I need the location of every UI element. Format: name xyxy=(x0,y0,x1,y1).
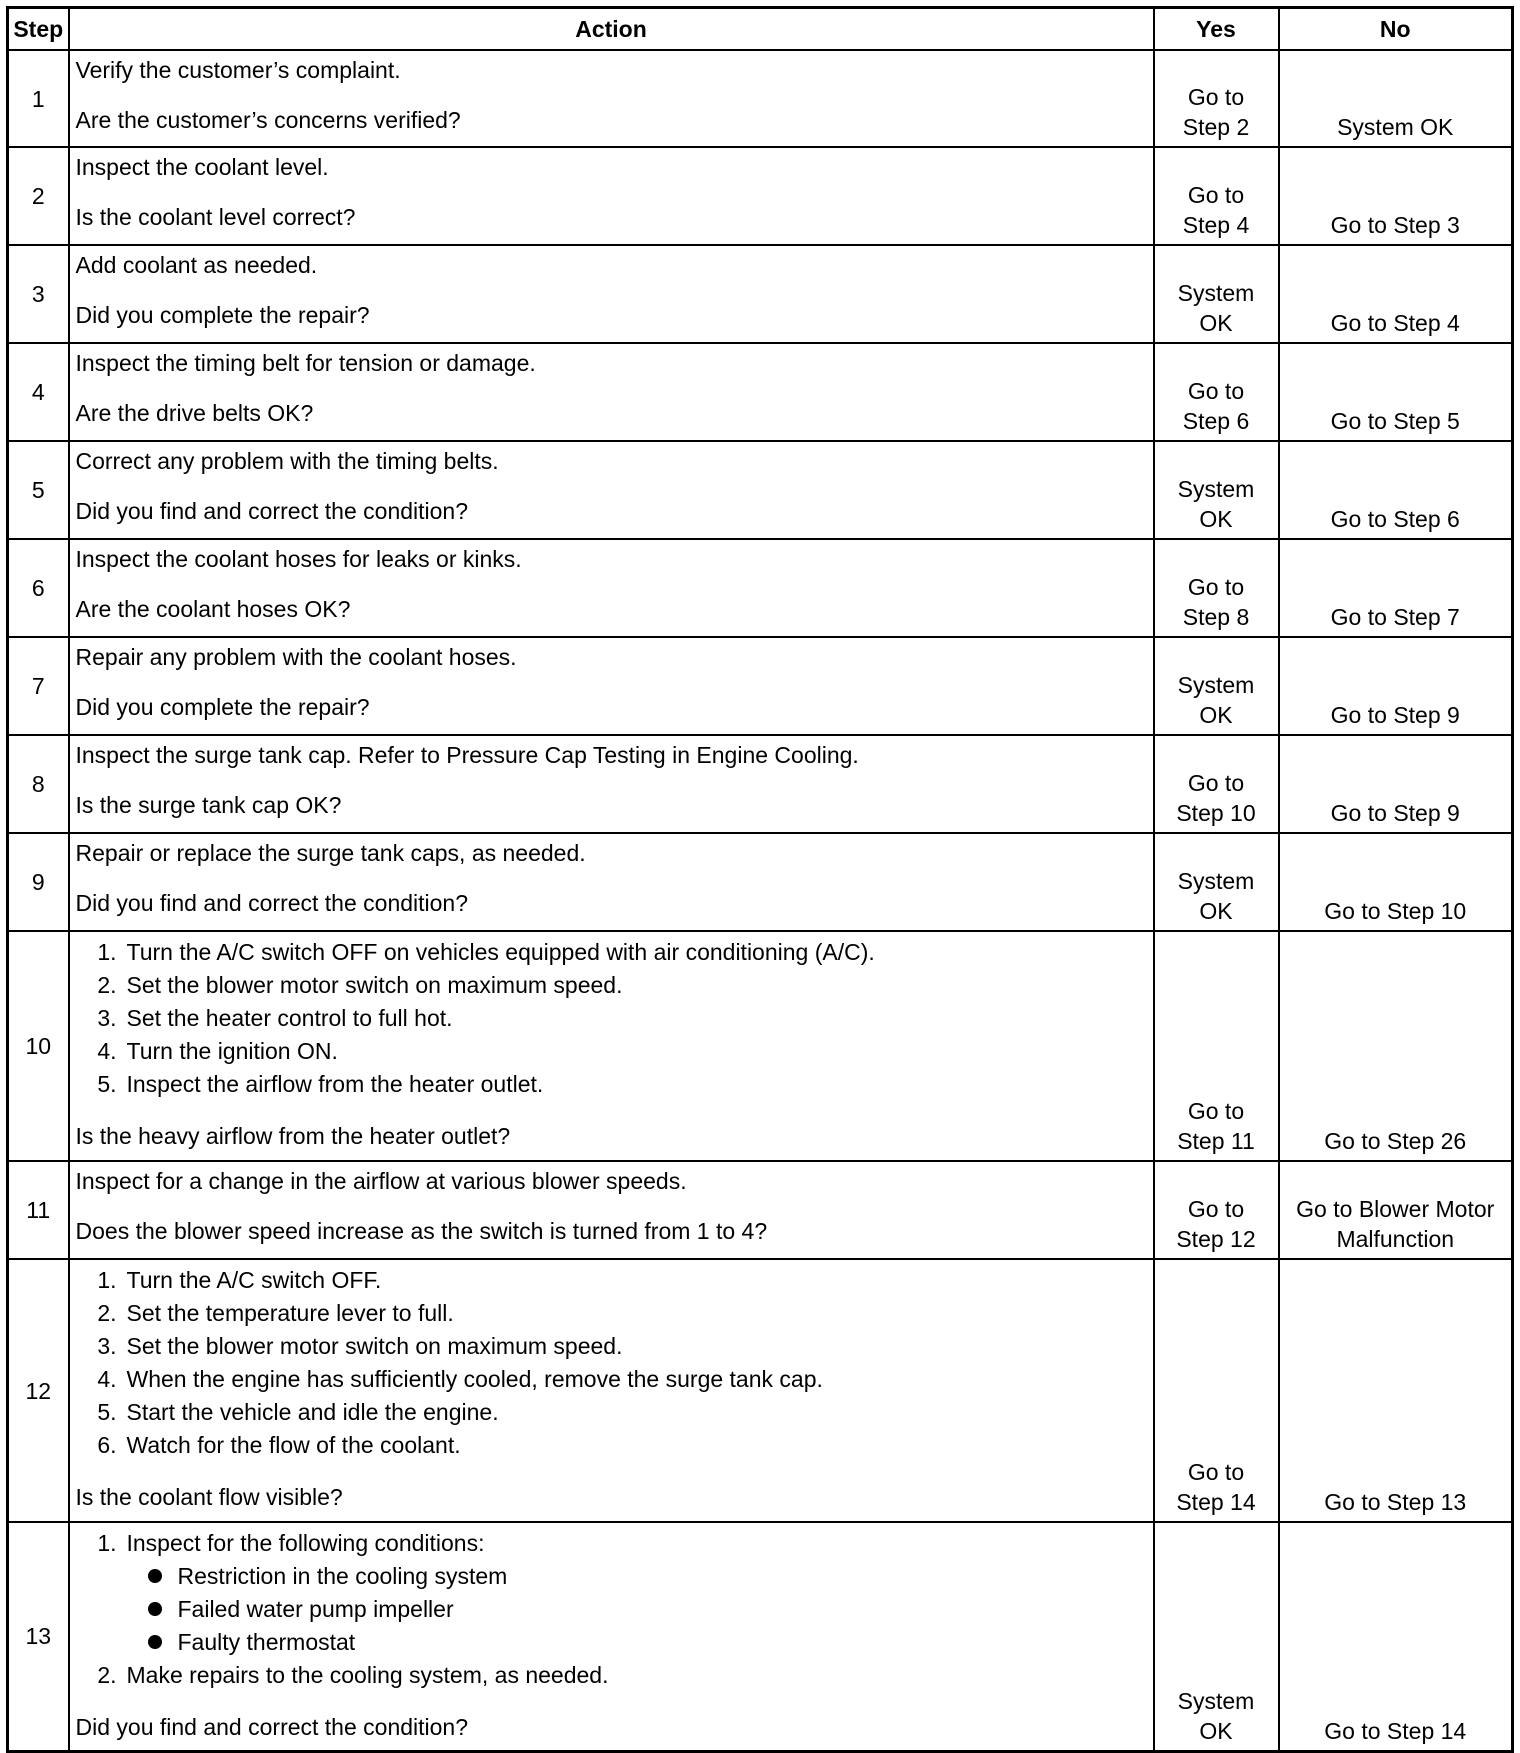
action-instruction: Add coolant as needed. xyxy=(75,252,318,278)
yes-outcome: System OK xyxy=(1154,1522,1279,1751)
condition-item-text: Failed water pump impeller xyxy=(177,1596,454,1622)
yes-outcome: System OK xyxy=(1154,637,1279,735)
no-outcome: Go to Step 3 xyxy=(1279,147,1513,245)
no-outcome: Go to Step 6 xyxy=(1279,441,1513,539)
diagnostic-table-wrapper xyxy=(6,6,1514,1753)
action-cell xyxy=(69,441,1154,539)
procedure-list xyxy=(76,1527,1147,1692)
action-instruction: Inspect the coolant hoses for leaks or kinks. xyxy=(75,546,522,572)
procedure-item xyxy=(127,1659,1147,1692)
action-question: Did you find and correct the condition? xyxy=(75,1714,469,1740)
action-question: Did you find and correct the condition? xyxy=(75,498,469,524)
no-outcome: System OK xyxy=(1279,50,1513,147)
yes-outcome: Go to Step 10 xyxy=(1154,735,1279,833)
no-outcome: Go to Step 26 xyxy=(1279,931,1513,1161)
action-instruction: Repair any problem with the coolant hoses. xyxy=(75,644,517,670)
table-row xyxy=(8,1259,1513,1522)
step-number: 3 xyxy=(8,245,69,343)
diagnostic-table xyxy=(6,6,1514,1753)
action-question: Did you find and correct the condition? xyxy=(75,890,469,916)
table-row xyxy=(8,931,1513,1161)
step-number: 10 xyxy=(8,931,69,1161)
procedure-item xyxy=(127,1363,1147,1396)
procedure-item xyxy=(127,1002,1147,1035)
yes-outcome: Go to Step 14 xyxy=(1154,1259,1279,1522)
procedure-item xyxy=(127,1396,1147,1429)
procedure-item-text: Set the blower motor switch on maximum speed. xyxy=(126,1333,623,1359)
action-cell xyxy=(69,833,1154,931)
condition-list xyxy=(127,1560,1147,1659)
action-instruction: Inspect the timing belt for tension or damage. xyxy=(75,350,536,376)
action-cell xyxy=(69,735,1154,833)
action-cell xyxy=(69,637,1154,735)
procedure-item-text: Turn the ignition ON. xyxy=(126,1038,338,1064)
table-row xyxy=(8,735,1513,833)
procedure-item xyxy=(127,1330,1147,1363)
procedure-item-text: Make repairs to the cooling system, as needed. xyxy=(126,1662,609,1688)
step-number: 9 xyxy=(8,833,69,931)
action-question: Are the drive belts OK? xyxy=(75,400,314,426)
action-question: Did you complete the repair? xyxy=(75,302,370,328)
yes-outcome: System OK xyxy=(1154,833,1279,931)
action-cell xyxy=(69,343,1154,441)
action-cell xyxy=(69,539,1154,637)
table-row xyxy=(8,1522,1513,1751)
procedure-item-text: Set the temperature lever to full. xyxy=(126,1300,454,1326)
procedure-item-text: Inspect for the following conditions: xyxy=(126,1530,485,1556)
yes-outcome: System OK xyxy=(1154,441,1279,539)
procedure-item xyxy=(127,1527,1147,1659)
action-question: Are the coolant hoses OK? xyxy=(75,596,351,622)
no-outcome: Go to Step 7 xyxy=(1279,539,1513,637)
action-cell xyxy=(69,245,1154,343)
table-row xyxy=(8,245,1513,343)
yes-outcome: Go to Step 2 xyxy=(1154,50,1279,147)
condition-item xyxy=(178,1626,1147,1659)
action-cell xyxy=(69,1522,1154,1751)
step-number: 2 xyxy=(8,147,69,245)
action-cell xyxy=(69,147,1154,245)
no-outcome: Go to Step 14 xyxy=(1279,1522,1513,1751)
step-number: 11 xyxy=(8,1161,69,1259)
yes-outcome: Go to Step 8 xyxy=(1154,539,1279,637)
procedure-item xyxy=(127,1297,1147,1330)
yes-outcome: System OK xyxy=(1154,245,1279,343)
condition-item-text: Faulty thermostat xyxy=(177,1629,356,1655)
header-yes: Yes xyxy=(1154,8,1279,51)
no-outcome: Go to Step 5 xyxy=(1279,343,1513,441)
step-number: 7 xyxy=(8,637,69,735)
procedure-item-text: Watch for the flow of the coolant. xyxy=(126,1432,461,1458)
action-question: Is the coolant flow visible? xyxy=(75,1484,343,1510)
condition-item-text: Restriction in the cooling system xyxy=(177,1563,508,1589)
table-row xyxy=(8,441,1513,539)
procedure-item xyxy=(127,1429,1147,1462)
procedure-item xyxy=(127,1035,1147,1068)
procedure-item-text: Turn the A/C switch OFF on vehicles equipped with air conditioning (A/C). xyxy=(126,939,875,965)
table-row xyxy=(8,539,1513,637)
table-row xyxy=(8,637,1513,735)
procedure-item-text: Set the blower motor switch on maximum speed. xyxy=(126,972,623,998)
no-outcome: Go to Step 9 xyxy=(1279,735,1513,833)
condition-item xyxy=(178,1560,1147,1593)
no-outcome: Go to Step 13 xyxy=(1279,1259,1513,1522)
procedure-item-text: Inspect the airflow from the heater outlet. xyxy=(126,1071,544,1097)
table-row xyxy=(8,147,1513,245)
header-row xyxy=(8,8,1513,51)
procedure-item-text: When the engine has sufficiently cooled, remove the surge tank cap. xyxy=(126,1366,823,1392)
yes-outcome: Go to Step 4 xyxy=(1154,147,1279,245)
header-step: Step xyxy=(8,8,69,51)
header-no: No xyxy=(1279,8,1513,51)
action-instruction: Correct any problem with the timing belts. xyxy=(75,448,499,474)
action-cell xyxy=(69,50,1154,147)
step-number: 4 xyxy=(8,343,69,441)
header-action: Action xyxy=(69,8,1154,51)
action-instruction: Inspect the coolant level. xyxy=(75,154,329,180)
step-number: 8 xyxy=(8,735,69,833)
procedure-list xyxy=(76,936,1147,1101)
no-outcome: Go to Step 10 xyxy=(1279,833,1513,931)
procedure-item-text: Start the vehicle and idle the engine. xyxy=(126,1399,499,1425)
step-number: 6 xyxy=(8,539,69,637)
no-outcome: Go to Step 4 xyxy=(1279,245,1513,343)
step-number: 13 xyxy=(8,1522,69,1751)
procedure-item-text: Turn the A/C switch OFF. xyxy=(126,1267,382,1293)
action-question: Are the customer’s concerns verified? xyxy=(75,107,461,133)
action-question: Does the blower speed increase as the switch is turned from 1 to 4? xyxy=(75,1218,768,1244)
no-outcome: Go to Step 9 xyxy=(1279,637,1513,735)
action-instruction: Repair or replace the surge tank caps, as needed. xyxy=(75,840,586,866)
step-number: 5 xyxy=(8,441,69,539)
table-row xyxy=(8,343,1513,441)
procedure-list xyxy=(76,1264,1147,1462)
yes-outcome: Go to Step 6 xyxy=(1154,343,1279,441)
yes-outcome: Go to Step 11 xyxy=(1154,931,1279,1161)
action-question: Is the heavy airflow from the heater outlet? xyxy=(75,1123,511,1149)
step-number: 1 xyxy=(8,50,69,147)
procedure-item-text: Set the heater control to full hot. xyxy=(126,1005,453,1031)
action-instruction: Inspect for a change in the airflow at various blower speeds. xyxy=(75,1168,687,1194)
table-row xyxy=(8,50,1513,147)
action-cell xyxy=(69,1161,1154,1259)
action-instruction: Inspect the surge tank cap. Refer to Pressure Cap Testing in Engine Cooling. xyxy=(75,742,859,768)
table-row xyxy=(8,833,1513,931)
action-cell xyxy=(69,931,1154,1161)
procedure-item xyxy=(127,1068,1147,1101)
procedure-item xyxy=(127,936,1147,969)
action-cell xyxy=(69,1259,1154,1522)
action-question: Is the surge tank cap OK? xyxy=(75,792,342,818)
condition-item xyxy=(178,1593,1147,1626)
procedure-item xyxy=(127,1264,1147,1297)
action-question: Did you complete the repair? xyxy=(75,694,370,720)
action-instruction: Verify the customer’s complaint. xyxy=(75,57,401,83)
table-row xyxy=(8,1161,1513,1259)
action-question: Is the coolant level correct? xyxy=(75,204,356,230)
procedure-item xyxy=(127,969,1147,1002)
step-number: 12 xyxy=(8,1259,69,1522)
no-outcome: Go to Blower Motor Malfunction xyxy=(1279,1161,1513,1259)
yes-outcome: Go to Step 12 xyxy=(1154,1161,1279,1259)
